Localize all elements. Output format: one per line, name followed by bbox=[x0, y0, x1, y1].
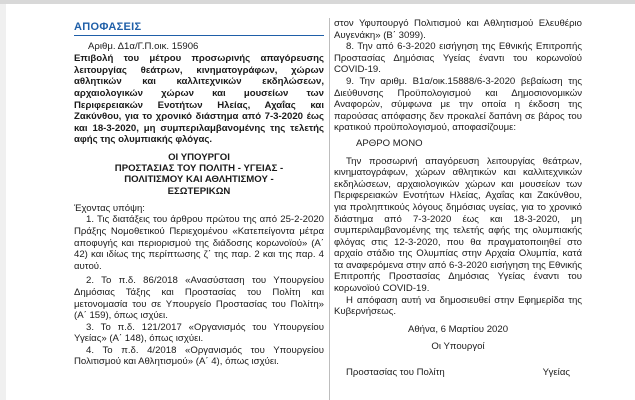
decision-number: Αριθμ. Δ1α/Γ.Π.οικ. 15906 bbox=[88, 40, 199, 52]
publication-order: Η απόφαση αυτή να δημοσιευθεί στην Εφημερίδα της Κυβερνήσεως. bbox=[334, 294, 582, 318]
top-rule bbox=[0, 0, 635, 4]
paragraph-2: 2. Το π.δ. 86/2018 «Ανασύσταση του Υπουργείου Δημόσιας Τάξης και Προστασίας του Πολίτη και μετονομασία του σε Υπουργείο Προστασίας του Πολίτη» (Α΄ 159), όπως ισχύει. bbox=[74, 275, 324, 322]
authority-line: ΟΙ ΥΠΟΥΡΓΟΙ bbox=[168, 151, 230, 163]
paragraph-8: 8. Την από 6-3-2020 εισήγηση της Εθνικής Επιτροπής Προστασίας Δημόσιας Υγείας έναντι του κορωνοϊού COVID-19. bbox=[334, 41, 582, 76]
paragraph-3: 3. Το π.δ. 121/2017 «Οργανισμός του Υπουργείου Υγείας» (Α΄ 148), όπως ισχύει. bbox=[74, 321, 324, 345]
left-column bbox=[74, 22, 324, 368]
section-header: ΑΠΟΦΑΣΕΙΣ bbox=[74, 22, 324, 36]
article-heading: ΑΡΘΡΟ ΜΟΝΟ bbox=[356, 137, 423, 149]
signature-row bbox=[334, 367, 582, 379]
having-regard: Έχοντας υπόψη: bbox=[74, 202, 145, 214]
signature-left: Προστασίας του Πολίτη bbox=[346, 367, 445, 379]
left-margin bbox=[0, 4, 6, 400]
column-divider bbox=[329, 18, 330, 400]
issuing-authority bbox=[74, 152, 324, 197]
decision-title: Επιβολή του μέτρου προσωρινής απαγόρευσης λειτουργίας θεάτρων, κινηματογράφων, χώρων αθλητικών και καλλιτεχνικών εκδηλώσεων, αρχαιολογικών χώρων και μουσείων των Περιφερειακών Ενοτήτων Ηλείας, Αχαΐας και Ζακύνθου, για το χρονικό διάστημα από 7-3-2020 έως και 18-3-2020, μη συμπεριλαμβανομένης της τελετής αφής της ολυμπιακής φλόγας. bbox=[74, 53, 324, 146]
paragraph-9: 9. Την αριθμ. Β1α/οικ.15888/6-3-2020 βεβαίωση της Διεύθυνσης Προϋπολογισμού και Δημοσιονομικών Αναφορών, σύμφωνα με την οποία η έκδοση της παρούσας απόφασης δεν προκαλεί δαπάνη σε βάρος του κρατικού προϋπολογισμού, αποφασίζουμε: bbox=[334, 75, 582, 134]
right-column bbox=[334, 18, 582, 379]
authority-line: ΕΣΩΤΕΡΙΚΩΝ bbox=[167, 185, 231, 197]
ministers-label: Οι Υπουργοί bbox=[431, 341, 485, 353]
paragraph-4: 4. Το π.δ. 4/2018 «Οργανισμός του Υπουργείου Πολιτισμού και Αθλητισμού» (Α΄ 4), όπως ισχύει. bbox=[74, 344, 324, 368]
article-body: Την προσωρινή απαγόρευση λειτουργίας θεάτρων, κινηματογράφων, χώρων αθλητικών και καλλιτεχνικών εκδηλώσεων, αρχαιολογικών χώρων και μουσείων των Περιφερειακών Ενοτήτων Ηλείας, Αχαΐας και Ζακύνθου, για προληπτικούς λόγους δημόσιας υγείας, για το χρονικό διάστημα από 7-3-2020 έως και 18-3-2020, μη συμπεριλαμβανομένης της τελετής αφής της ολυμπιακής φλόγας στις 12-3-2020, που θα πραγματοποιηθεί στο αρχαίο στάδιο της Ολυμπίας στην Αρχαία Ολυμπία, κατά τα αναφερόμενα στην από 6-3-2020 εισήγηση της Εθνικής Επιτροπής Προστασίας Δημόσιας Υγείας έναντι του κορωνοϊού COVID-19. bbox=[334, 155, 582, 295]
paragraph-7-end: στον Υφυπουργό Πολιτισμού και Αθλητισμού Ελευθέριο Αυγενάκη» (Β΄ 3099). bbox=[334, 18, 582, 41]
issue-date: Αθήνα, 6 Μαρτίου 2020 bbox=[407, 323, 509, 335]
signature-right: Υγείας bbox=[542, 367, 570, 379]
authority-line: ΠΡΟΣΤΑΣΙΑΣ ΤΟΥ ΠΟΛΙΤΗ - ΥΓΕΙΑΣ - bbox=[114, 163, 284, 175]
paragraph-1: 1. Τις διατάξεις του άρθρου πρώτου της από 25-2-2020 Πράξης Νομοθετικού Περιεχομένου «Κατεπείγοντα μέτρα αποφυγής και περιορισμού της διάδοσης κορωνοϊού» (Α΄ 42) και ιδίως της περίπτωσης ζ΄ της παρ. 2 και της παρ. 4 αυτού. bbox=[74, 214, 324, 272]
authority-line: ΠΟΛΙΤΙΣΜΟΥ ΚΑΙ ΑΘΛΗΤΙΣΜΟΥ - bbox=[124, 174, 274, 186]
